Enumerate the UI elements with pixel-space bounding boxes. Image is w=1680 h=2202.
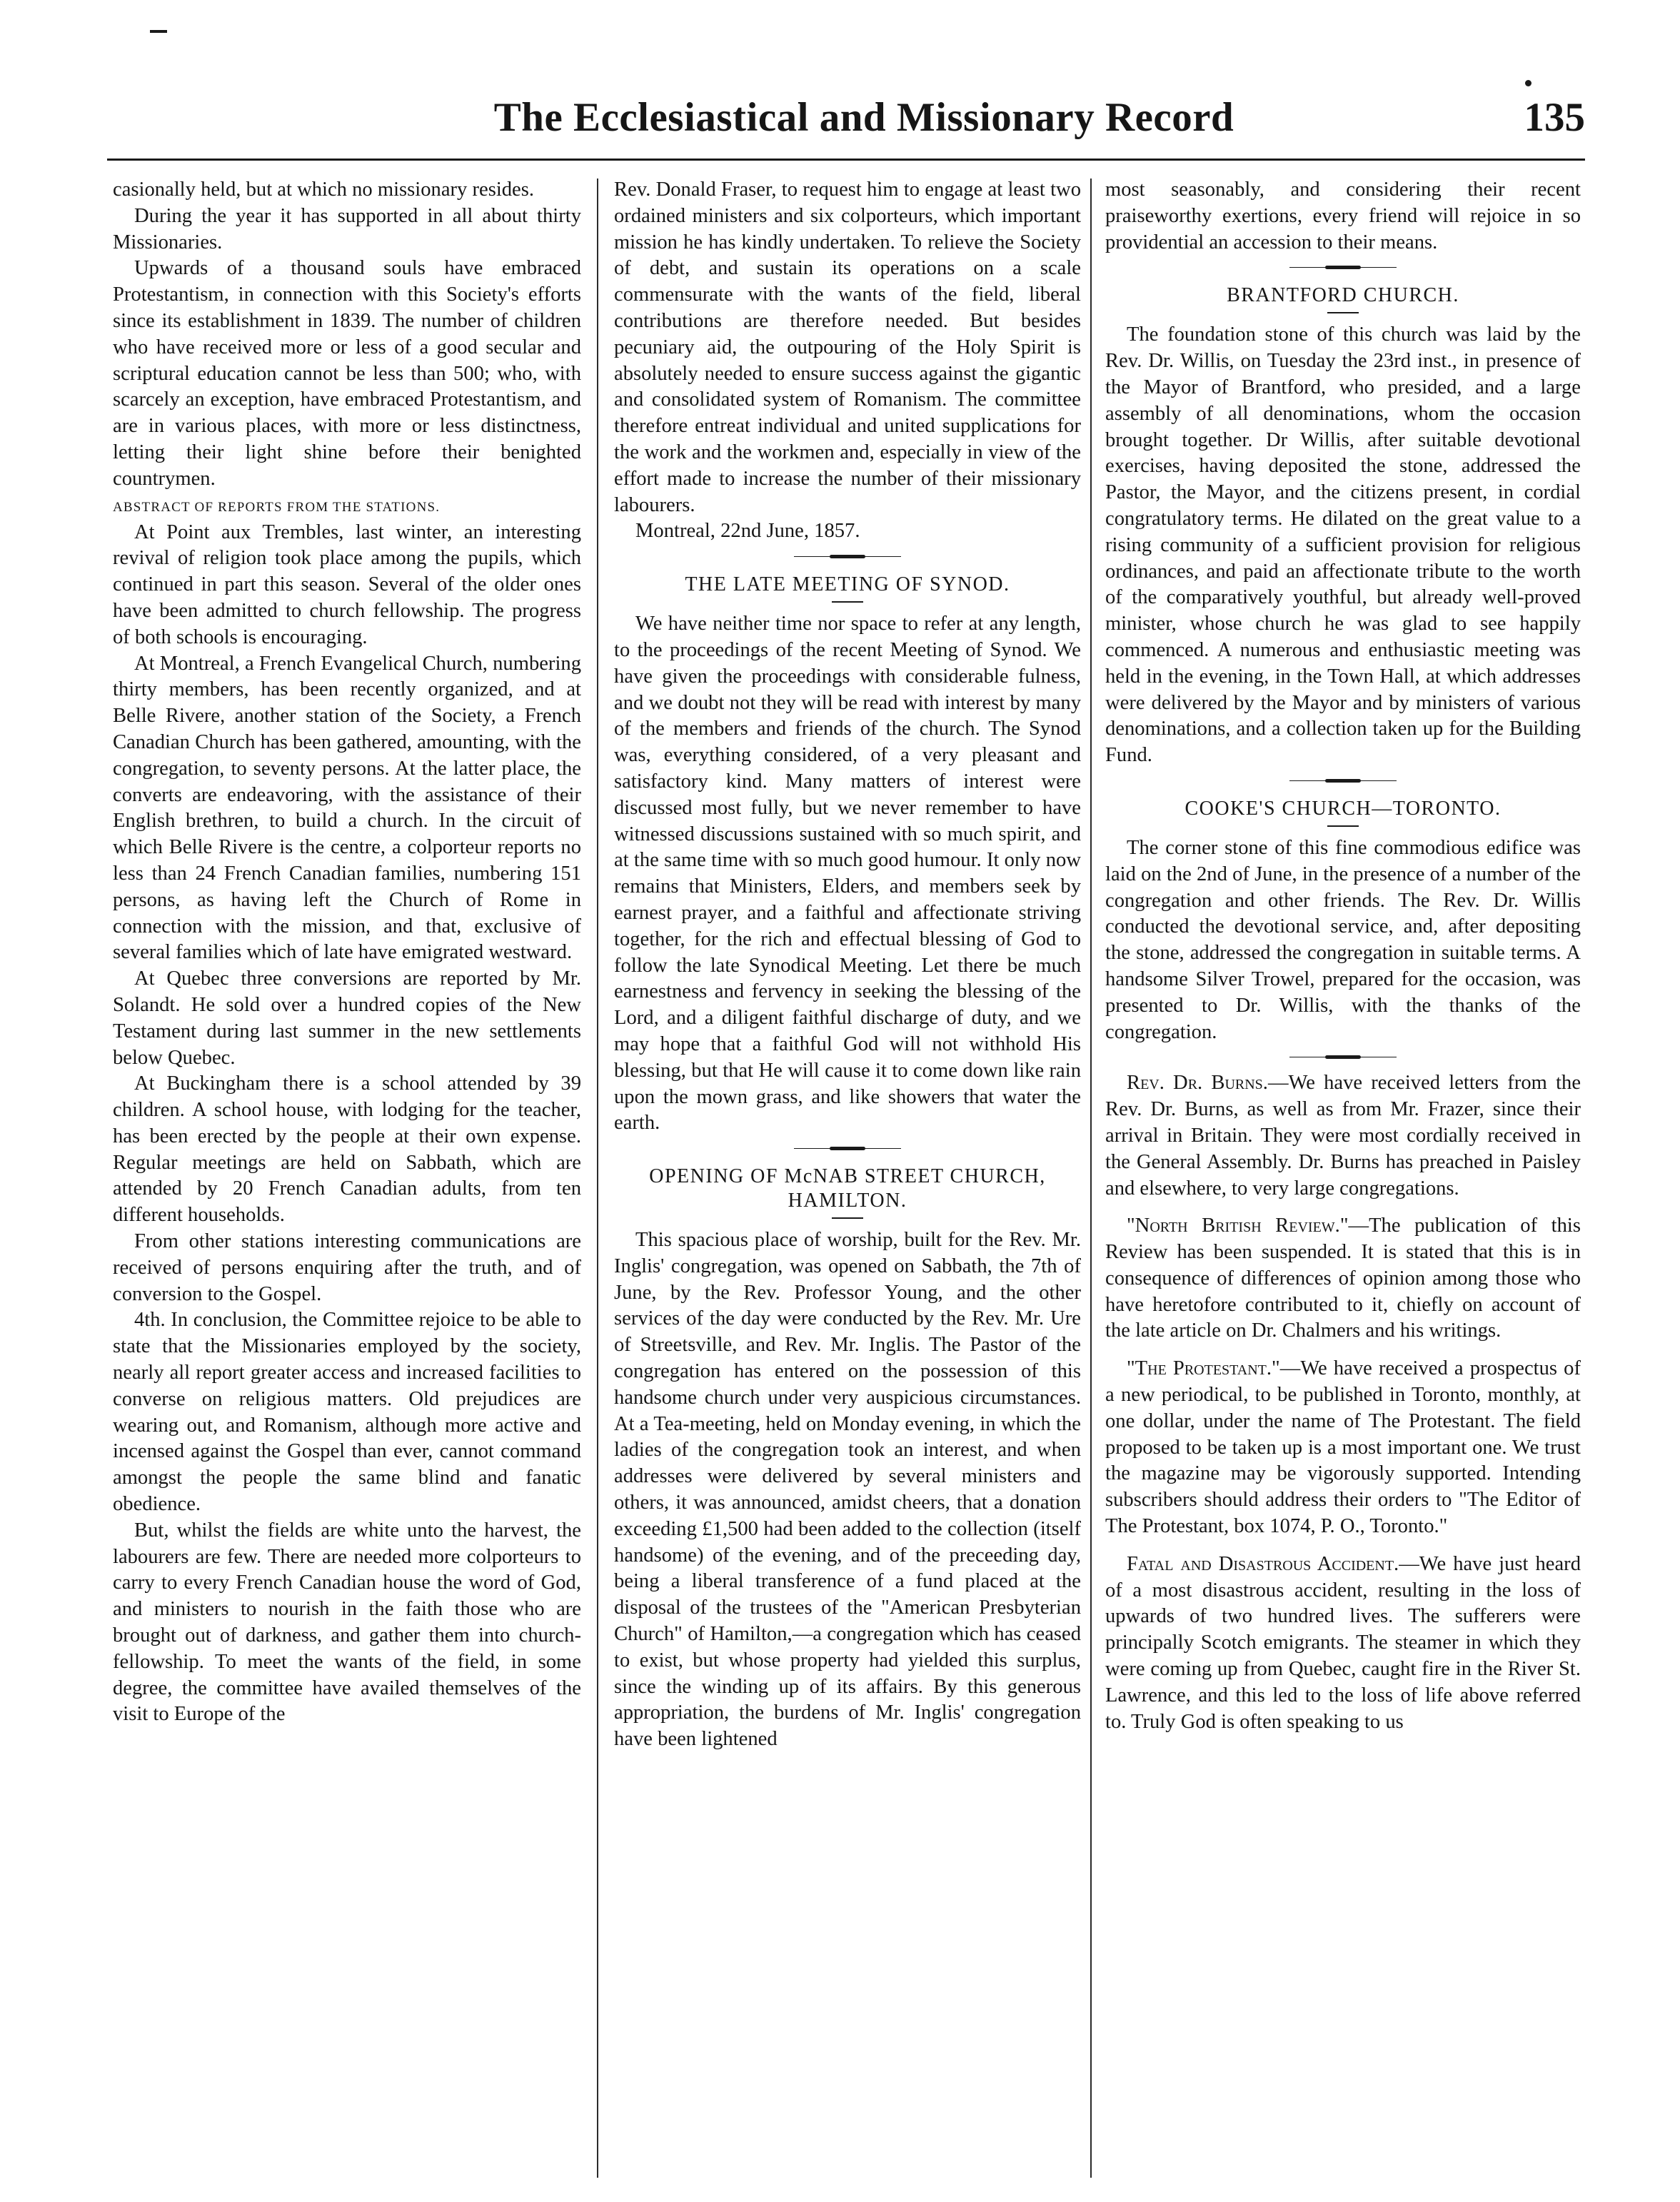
dateline: Montreal, 22nd June, 1857. (635, 520, 860, 543)
paragraph: Rev. Donald Fraser, to request him to engage at least two ordained ministers and six colporteurs, which important mission he has kindly undertaken. To relieve the Society of debt, and sustain its operations on a scale commensurate with the wants of the field, liberal contributions are therefore needed. But besides pecuniary aid, the outpouring of the Holy Spirit is absolutely needed to ensure success against the gigantic and consolidated system of Romanism. The committee therefore entreat individual and united supplications for the work and the workmen and, especially in view of the effort made to increase the number of their missionary labourers. (614, 179, 1081, 516)
item-text: —We have received letters from the Rev. Dr. Burns, as well as from Mr. Frazer, since their arrival in Britain. They were most cordially received in the General Assembly. Dr. Burns has preached in Paisley and elsewhere, to very large congregations. (1105, 1072, 1581, 1200)
paragraph: The corner stone of this fine commodious edifice was laid on the 2nd of June, in the presence of a number of the congregation and other friends. The Rev. Dr. Willis conducted the devotional service, and, after depositing the stone, addressed the congregation in suitable terms. A handsome Silver Trowel, prepared for the occasion, was presented to Dr. Willis, with the thanks of the congregation. (1105, 836, 1581, 1043)
ink-mark-corner (1525, 80, 1531, 86)
section-heading-brantford: BRANTFORD CHURCH. (1227, 284, 1459, 307)
section-divider (794, 1147, 901, 1150)
paragraph: At Quebec three conversions are reported by Mr. Solandt. He sold over a hundred copies of the New Testament during last summer in the new settlements below Quebec. (113, 967, 581, 1069)
paragraph: At Point aux Trembles, last winter, an interesting revival of religion took place among the pupils, which continued in part this season. Several of the older ones have been admitted to church fellowship. The progress of both schools is encouraging. (113, 521, 581, 648)
item-text: —The publication of this Review has been suspended. It is stated that this is in consequence of differences of opinion among those who have heretofore contributed to it, chiefly on account of the late article on Dr. Chalmers and his writings. (1105, 1215, 1581, 1342)
paragraph: At Montreal, a French Evangelical Church, numbering thirty members, has been recently organized, and at Belle Rivere, another station of the Society, a French Canadian Church has been gathered, amounting, with the congregation, to seventy persons. At the latter place, the converts are endeavoring, with the assistance of their English brethren, to build a church. In the circuit of which Belle Rivere is the centre, a colporteur reports no less than 24 French Canadian families, numbering 151 persons, as having left the Church of Rome in connection with the mission, and that, exclusive of several families which of late have emigrated westward. (113, 652, 581, 964)
item-lead: "The Protestant." (1127, 1357, 1280, 1380)
paragraph: casionally held, but at which no missionary resides. (113, 179, 535, 201)
paragraph: But, whilst the fields are white unto the harvest, the labourers are few. There are needed more colporteurs to carry to every French Canadian house the word of God, and ministers to nourish in the faith those who are brought out of darkness, and gather them into church-fellowship. To meet the wants of the field, in some degree, the committee have availed themselves of the visit to Europe of the (113, 1519, 581, 1726)
item-text: —We have received a prospectus of a new periodical, to be published in Toronto, monthly, at one dollar, under the name of The Protestant. The field proposed to be taken up is a most important one. We trust the magazine may be vigorously supported. Intending subscribers should address their orders to "The Editor of The Protestant, box 1074, P. O., Toronto." (1105, 1357, 1581, 1538)
section-divider (1289, 779, 1397, 783)
ink-mark-top (150, 30, 167, 33)
item-lead: Rev. Dr. Burns. (1127, 1072, 1268, 1095)
paragraph: From other stations interesting communications are received of persons enquiring after the truth, and of conversion to the Gospel. (113, 1230, 581, 1305)
column-rule-right (1090, 179, 1092, 2178)
publication-title: The Ecclesiastical and Missionary Record (493, 95, 1234, 140)
paragraph: This spacious place of worship, built for the Rev. Mr. Inglis' congregation, was opened on Sabbath, the 7th of June, by the Rev. Professor Young, and the other services of the day were conducted by the Rev. Mr. Ure of Streetsville, and Rev. Mr. Inglis. The Pastor of the congregation has entered on the possession of this handsome church under very auspicious circumstances. At a Tea-meeting, held on Monday evening, in which the ladies of the congregation took an interest, and when addresses were delivered by several ministers and others, it was announced, amidst cheers, that a donation exceeding £1,500 had been added to the collection (itself handsome) of the evening, and of the preceeding day, being a liberal transference of a fund placed at the disposal of the trustees of the "American Presbyterian Church" of Hamilton,—a congregation which has ceased to exist, but whose property had yielded this surplus, since the winding up of its affairs. By this generous appropriation, the burdens of Mr. Inglis' congregation have been lightened (614, 1229, 1081, 1751)
section-heading-cookes: COOKE'S CHURCH—TORONTO. (1184, 797, 1502, 820)
section-subheading: ABSTRACT OF REPORTS FROM THE STATIONS. (113, 499, 441, 515)
column-middle (614, 177, 1081, 2176)
section-divider (794, 555, 901, 558)
section-divider (1289, 1055, 1397, 1059)
item-text: —We have just heard of a most disastrous accident, resulting in the loss of upwards of two hundred lives. The sufferers were principally Scotch emigrants. The steamer in which they were coming up from Quebec, caught fire in the River St. Lawrence, and this led to the loss of life above referred to. Truly God is often speaking to us (1105, 1552, 1581, 1733)
news-item-protestant (1105, 1356, 1581, 1540)
paragraph: We have neither time nor space to refer at any length, to the proceedings of the recent Meeting of Synod. We have given the proceedings with considerable fulness, and we doubt not they will be read with interest by many of the members and friends of the church. The Synod was, everything considered, of a very pleasant and satisfactory kind. Many matters of interest were discussed most fully, but we never remember to have witnessed discussions sustained with so much spirit, and at the same time with so much good humour. It only now remains that Ministers, Elders, and members seek by earnest prayer, and a faithful and affectionate striving together, for the rich and effectual blessing of God to follow the late Synodical Meeting. Let there be much earnestness and fervency in seeking the blessing of the Lord, and a diligent faithful discharge of duty, and we may hope that a faithful God will not withhold His blessing, but that He will cause it to come down like rain upon the mown grass, and like showers that water the earth. (614, 613, 1081, 1135)
column-right (1105, 177, 1581, 2176)
paragraph: During the year it has supported in all about thirty Missionaries. (113, 204, 581, 253)
paragraph: At Buckingham there is a school attended by 39 children. A school house, with lodging for the teacher, has been erected by the people at their own expense. Regular meetings are held on Sabbath, which are attended by 20 French Canadian adults, from ten different households. (113, 1072, 581, 1227)
running-header (114, 94, 1585, 151)
news-item-burns (1105, 1070, 1581, 1202)
paragraph: Upwards of a thousand souls have embraced Protestantism, in connection with this Society's efforts since its establishment in 1839. The number of children who have received more or less of a good secular and scriptural education cannot be less than 500; who, with scarcely an exception, have embraced Protestantism, and are in various places, with more or less distinctness, letting their light shine before their benighted countrymen. (113, 257, 581, 490)
news-item-review (1105, 1213, 1581, 1344)
paragraph: 4th. In conclusion, the Committee rejoice to be able to state that the Missionaries employed by the society, nearly all report greater access and increased facilities to converse on religious matters. Old prejudices are wearing out, and Romanism, although more active and incensed against the Gospel than ever, cannot command amongst the people the same blind and fanatic obedience. (113, 1309, 581, 1516)
section-divider (1289, 266, 1397, 269)
section-heading-synod: THE LATE MEETING OF SYNOD. (685, 573, 1010, 596)
section-heading-mcnab: OPENING OF McNAB STREET CHURCH, HAMILTON. (649, 1165, 1046, 1212)
item-lead: "North British Review." (1127, 1215, 1349, 1237)
paragraph: The foundation stone of this church was laid by the Rev. Dr. Willis, on Tuesday the 23rd inst., in presence of the Mayor of Brantford, who presided, and a large assembly of all denominations, whom the occasion brought together. Dr Willis, after suitable devotional exercises, having deposited the stone, addressed the Pastor, the Mayor, and the citizens present, in cordial congratulatory terms. He dilated on the great value to a rising community of a sufficient provision for religious ordinances, and paid an affectionate tribute to the worth of the comparatively youthful, but already well-proved minister, whose church he was glad to see happily commenced. A numerous and enthusiastic meeting was held in the evening, in the Town Hall, at which addresses were delivered by the Mayor and by ministers of various denominations, and a collection taken up for the Building Fund. (1105, 323, 1581, 767)
header-rule (107, 159, 1585, 161)
column-left (113, 177, 581, 2176)
heading-rule (1327, 312, 1359, 313)
heading-rule (832, 601, 863, 603)
page-number: 135 (1524, 95, 1585, 140)
paragraph: most seasonably, and considering their recent praiseworthy exertions, every friend will rejoice in so providential an accession to their means. (1105, 179, 1581, 253)
news-item-accident (1105, 1552, 1581, 1736)
item-lead: Fatal and Disastrous Accident. (1127, 1552, 1399, 1575)
heading-rule (1327, 825, 1359, 827)
heading-rule (832, 1217, 863, 1219)
column-rule-left (597, 179, 598, 2178)
